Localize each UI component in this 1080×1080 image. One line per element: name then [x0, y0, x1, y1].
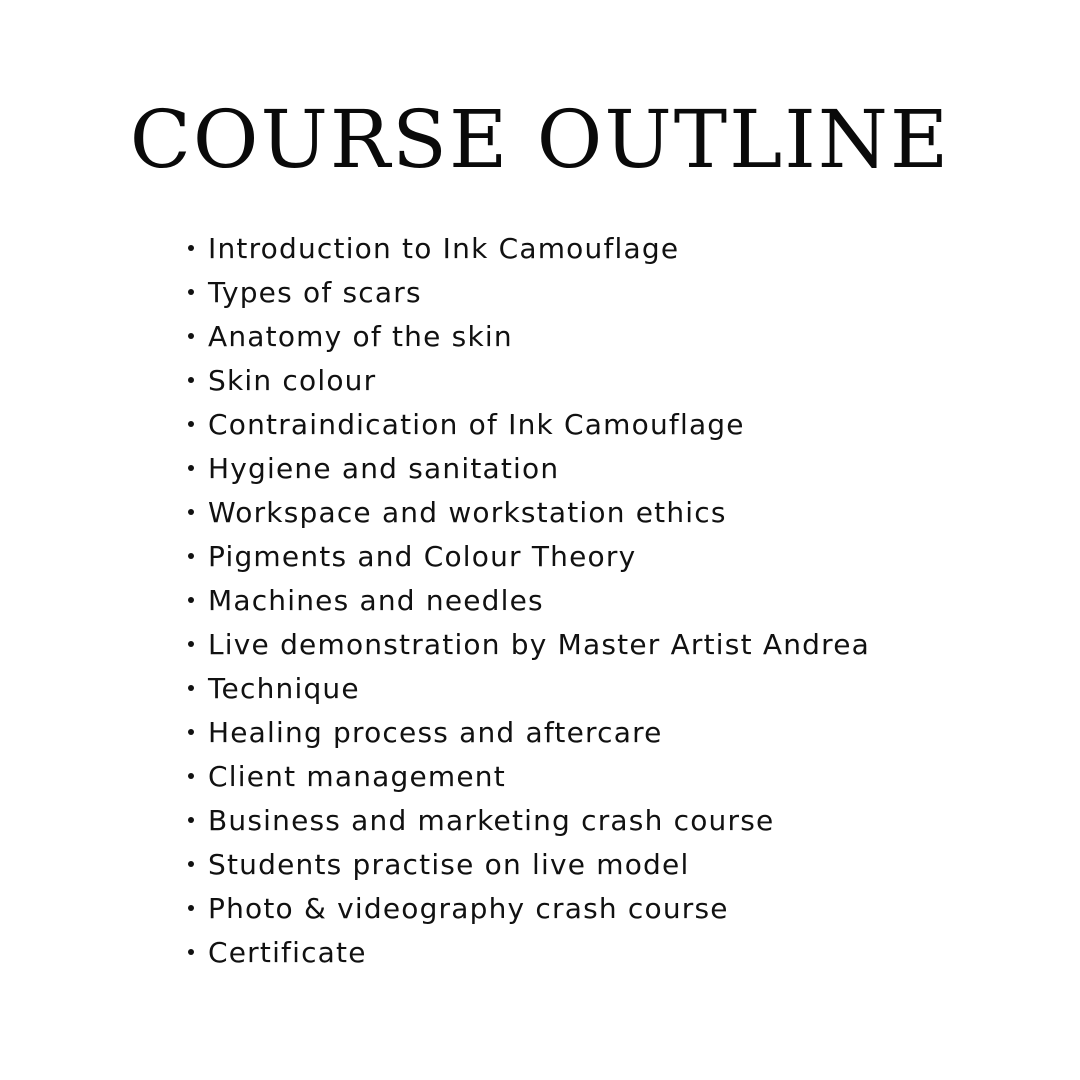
bullet-icon — [188, 641, 194, 647]
list-item — [186, 930, 870, 974]
list-item — [186, 842, 870, 886]
list-item — [186, 622, 870, 666]
list-item — [186, 754, 870, 798]
list-item-label: Types of scars — [208, 275, 422, 309]
list-item-label: Introduction to Ink Camouflage — [208, 231, 680, 265]
list-item-label: Skin colour — [208, 363, 377, 397]
bullet-icon — [188, 773, 194, 779]
bullet-icon — [188, 509, 194, 515]
bullet-icon — [188, 905, 194, 911]
list-item — [186, 402, 870, 446]
list-item-label: Hygiene and sanitation — [208, 451, 560, 485]
list-item-label: Machines and needles — [208, 583, 544, 617]
list-item-label: Healing process and aftercare — [208, 715, 663, 749]
bullet-icon — [188, 245, 194, 251]
list-item-label: Pigments and Colour Theory — [208, 539, 637, 573]
list-item — [186, 358, 870, 402]
list-item-label: Anatomy of the skin — [208, 319, 513, 353]
page-title: COURSE OUTLINE — [129, 93, 951, 186]
list-item-label: Technique — [208, 671, 360, 705]
list-item-label: Client management — [208, 759, 506, 793]
bullet-icon — [188, 861, 194, 867]
bullet-icon — [188, 597, 194, 603]
bullet-icon — [188, 685, 194, 691]
list-item — [186, 314, 870, 358]
bullet-icon — [188, 817, 194, 823]
list-item — [186, 270, 870, 314]
list-item — [186, 446, 870, 490]
course-outline-list — [186, 226, 870, 974]
bullet-icon — [188, 289, 194, 295]
list-item-label: Contraindication of Ink Camouflage — [208, 407, 745, 441]
list-item — [186, 666, 870, 710]
bullet-icon — [188, 333, 194, 339]
bullet-icon — [188, 465, 194, 471]
bullet-icon — [188, 729, 194, 735]
list-item-label: Business and marketing crash course — [208, 803, 775, 837]
list-item-label: Workspace and workstation ethics — [208, 495, 727, 529]
list-item — [186, 226, 870, 270]
list-item-label: Students practise on live model — [208, 847, 690, 881]
bullet-icon — [188, 553, 194, 559]
list-item-label: Live demonstration by Master Artist Andrea — [208, 627, 871, 661]
list-item — [186, 886, 870, 930]
bullet-icon — [188, 421, 194, 427]
list-item — [186, 578, 870, 622]
bullet-icon — [188, 377, 194, 383]
list-item — [186, 490, 870, 534]
list-item-label: Photo & videography crash course — [208, 891, 729, 925]
list-item — [186, 710, 870, 754]
bullet-icon — [188, 949, 194, 955]
list-item-label: Certificate — [208, 935, 367, 969]
list-item — [186, 534, 870, 578]
list-item — [186, 798, 870, 842]
